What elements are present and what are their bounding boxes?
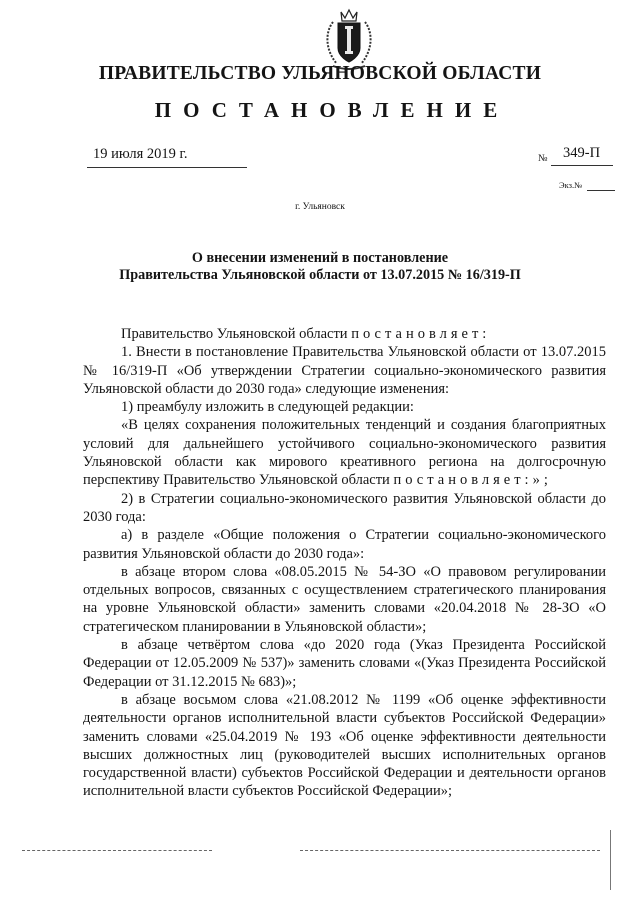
copy-number-label: Экз.№ — [559, 180, 583, 190]
document-date: 19 июля 2019 г. — [93, 146, 188, 162]
scan-artifact-line-right — [300, 850, 600, 851]
body-paragraph-4 — [83, 416, 606, 489]
copy-number-underline — [587, 190, 615, 191]
date-underline — [87, 167, 247, 168]
body-paragraph-3: 1) преамбулу изложить в следующей редакции: — [121, 399, 414, 416]
subject-line-1: О внесении изменений в постановление — [191, 250, 449, 266]
document-number: 349-П — [563, 145, 601, 161]
body-paragraph-7: в абзаце втором слова «08.05.2015 № 54-ЗО «О правовом регулировании отдельных вопросов, связанных с осуществлением стратегического планирования на уровне Ульяновской области» заменить словами «20.04.2018 № 28-ЗО «О стратегическом планировании в Ульяновской области»; — [83, 563, 606, 635]
body-p1-spaced: постановляет: — [351, 326, 491, 342]
number-sign: № — [538, 153, 548, 164]
body-p1-prefix: Правительство Ульяновской области — [121, 326, 348, 342]
subject-line-2: Правительства Ульяновской области от 13.07.2015 № 16/319-П — [119, 267, 521, 283]
document-subject — [0, 250, 640, 284]
body-paragraph-9: в абзаце восьмом слова «21.08.2012 № 1199 «Об оценке эффективности деятельности органов исполнительной власти субъектов Российской Федерации» заменить словами «25.04.2019 № 193 «Об оценке эффективности деятельности высших должностных лиц (руководителей высших исполнительных органов государственной власти) субъектов Российской Федерации и деятельности органов исполнительной власти субъектов Российской Федерации»; — [83, 691, 606, 800]
body-p4-text: «В целях сохранения положительных тенденций и создания благоприятных условий для дальнейшего устойчивого социально-экономического развития Ульяновской области как мирового креативного региона на долгосрочную перспективу Правительство Ульяновской области — [83, 417, 606, 489]
city: г. Ульяновск — [295, 202, 345, 212]
scan-artifact-line-left — [22, 850, 212, 851]
body-paragraph-6: а) в разделе «Общие положения о Стратегии социально-экономического развития Ульяновской области до 2030 года»: — [83, 527, 606, 562]
body-paragraph-2: 1. Внести в постановление Правительства Ульяновской области от 13.07.2015 № 16/319-П «Об утверждении Стратегии социально-экономического развития Ульяновской области до 2030 года» следующие изменения: — [83, 344, 606, 397]
body-p4-spaced: постановляет:»; — [393, 472, 552, 489]
body-paragraph-8: в абзаце четвёртом слова «до 2020 года (Указ Президента Российской Федерации от 12.05.2009 № 537)» заменить словами «(Указ Президента Российской Федерации от 31.12.2015 № 683)»; — [83, 637, 606, 690]
number-underline — [551, 165, 613, 166]
body-paragraph-5: 2) в Стратегии социально-экономического развития Ульяновской области до 2030 года: — [83, 490, 606, 525]
scan-artifact-tick — [610, 830, 611, 890]
government-title: ПРАВИТЕЛЬСТВО УЛЬЯНОВСКОЙ ОБЛАСТИ — [98, 63, 542, 84]
document-body — [83, 325, 606, 801]
body-paragraph-1 — [83, 325, 606, 343]
document-type-heading: ПОСТАНОВЛЕНИЕ — [154, 98, 510, 122]
